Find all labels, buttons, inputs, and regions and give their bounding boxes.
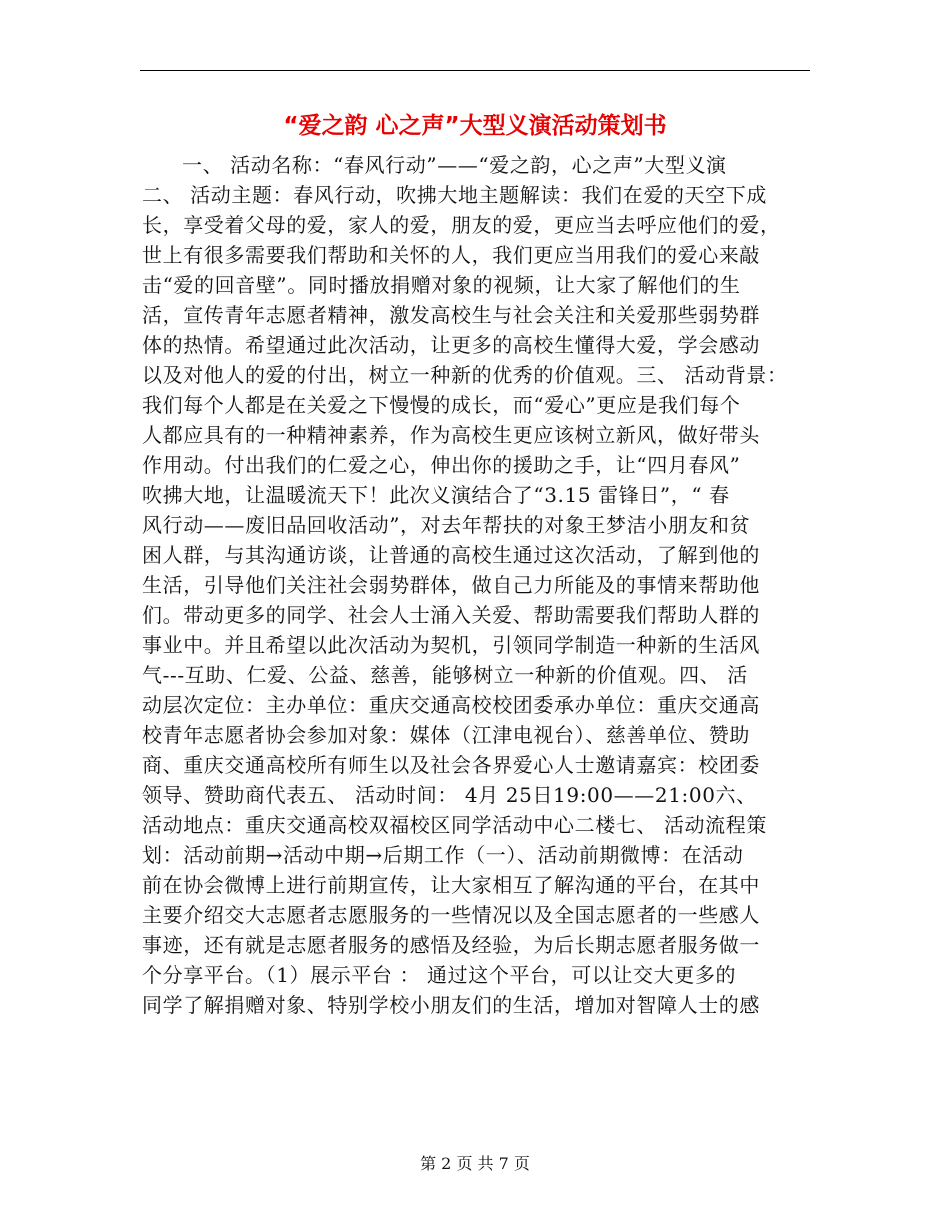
header-rule (140, 70, 810, 71)
body-line: 领导、赞助商代表五、 活动时间： 4月 25日19:00——21:00六、 (142, 783, 757, 807)
body-line: 动层次定位：主办单位：重庆交通高校校团委承办单位：重庆交通高 (142, 693, 760, 717)
body-line: 活，宣传青年志愿者精神，激发高校生与社会关注和关爱那些弱势群 (142, 303, 760, 327)
body-line: 校青年志愿者协会参加对象：媒体（江津电视台）、慈善单位、赞助 (142, 723, 750, 747)
body-line: 前在协会微博上进行前期宣传，让大家相互了解沟通的平台，在其中 (142, 873, 760, 897)
page-indicator: 第 2 页 共 7 页 (420, 1154, 530, 1173)
body-line: 事业中。并且希望以此次活动为契机，引领同学制造一种新的生活风 (142, 633, 760, 657)
body-line: 我们每个人都是在关爱之下慢慢的成长，而“爱心”更应是我们每个 (142, 393, 741, 417)
body-line: 长，享受着父母的爱，家人的爱，朋友的爱，更应当去呼应他们的爱， (142, 213, 781, 237)
body-line: 们。带动更多的同学、社会人士涌入关爱、帮助需要我们帮助人群的 (142, 603, 760, 627)
body-line: 主要介绍交大志愿者志愿服务的一些情况以及全国志愿者的一些感人 (142, 903, 760, 927)
body-line: 击“爱的回音壁”。同时播放捐赠对象的视频，让大家了解他们的生 (142, 273, 741, 297)
body-line: 同学了解捐赠对象、特别学校小朋友们的生活，增加对智障人士的感 (142, 993, 760, 1017)
body-line: 生活，引导他们关注社会弱势群体，做自己力所能及的事情来帮助他 (142, 573, 760, 597)
body-line: 以及对他人的爱的付出，树立一种新的优秀的价值观。三、 活动背景： (142, 363, 788, 387)
body-line: 商、重庆交通高校所有师生以及社会各界爱心人士邀请嘉宾：校团委 (142, 753, 760, 777)
body-line: 困人群，与其沟通访谈，让普通的高校生通过这次活动，了解到他的 (142, 543, 760, 567)
body-line: 划：活动前期→活动中期→后期工作（一）、活动前期微博：在活动 (142, 843, 744, 867)
document-title: “爱之韵 心之声”大型义演活动策划书 (283, 113, 667, 139)
body-line: 吹拂大地，让温暖流天下！此次义演结合了“3.15 雷锋日”，“ 春 (142, 483, 730, 507)
document-body (142, 150, 822, 1020)
body-line: 体的热情。希望通过此次活动，让更多的高校生懂得大爱，学会感动 (142, 333, 760, 357)
body-line: 风行动——废旧品回收活动”，对去年帮扶的对象王梦洁小朋友和贫 (142, 513, 751, 537)
body-line: 世上有很多需要我们帮助和关怀的人，我们更应当用我们的爱心来敲 (142, 243, 760, 267)
body-line: 作用动。付出我们的仁爱之心，伸出你的援助之手，让“四月春风” (142, 453, 741, 477)
body-line: 人都应具有的一种精神素养，作为高校生更应该树立新风，做好带头 (142, 423, 760, 447)
body-line: 活动地点：重庆交通高校双福校区同学活动中心二楼七、 活动流程策 (142, 813, 767, 837)
body-line: 个分享平台。（1）展示平台 ： 通过这个平台，可以让交大更多的 (142, 963, 737, 987)
body-line: 事迹，还有就是志愿者服务的感悟及经验，为后长期志愿者服务做一 (142, 933, 760, 957)
body-line: 二、 活动主题：春风行动，吹拂大地主题解读：我们在爱的天空下成 (142, 183, 767, 207)
body-line: 一、 活动名称：“春风行动”——“爱之韵，心之声”大型义演 (182, 153, 727, 177)
body-line: 气---互助、仁爱、公益、慈善，能够树立一种新的价值观。四、 活 (142, 663, 748, 687)
